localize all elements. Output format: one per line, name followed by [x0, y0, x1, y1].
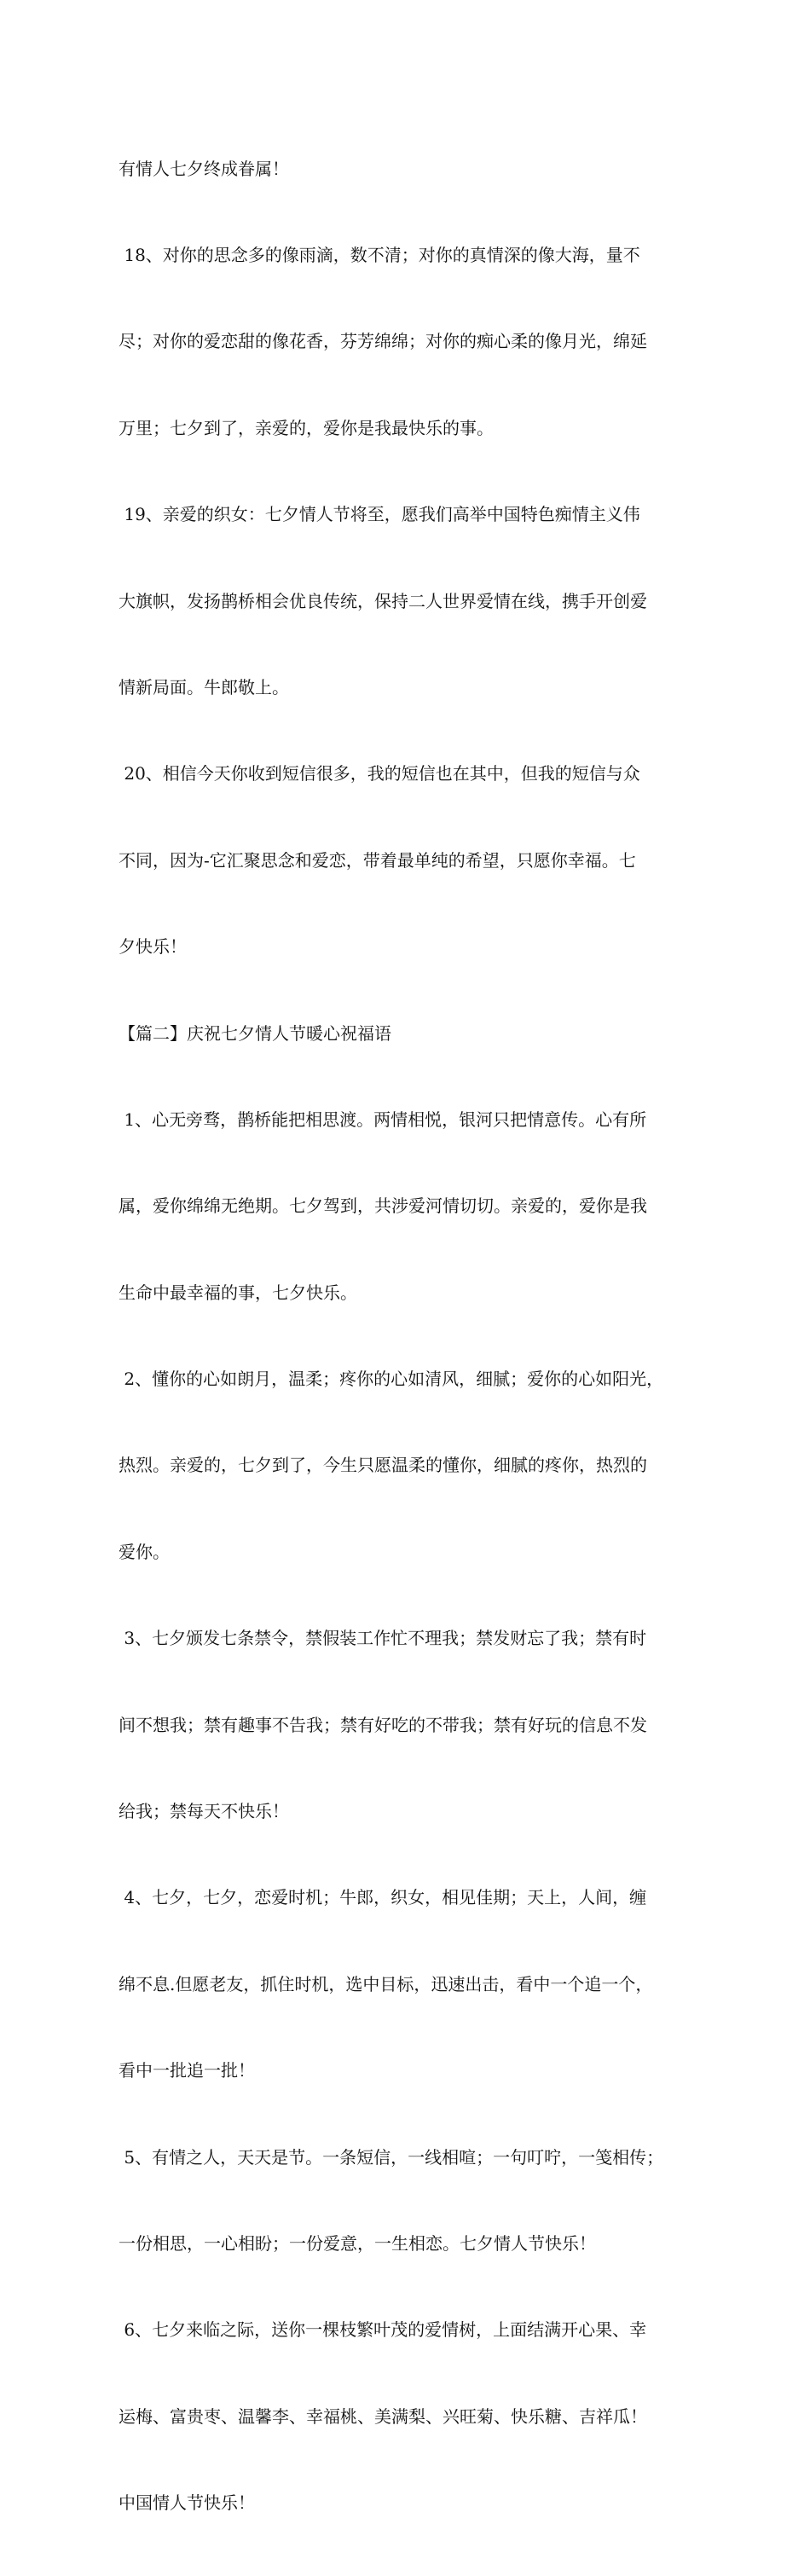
text-line: 情新局面。牛郎敬上。	[119, 676, 289, 698]
text-line: 间不想我；禁有趣事不告我；禁有好吃的不带我；禁有好玩的信息不发	[119, 1714, 647, 1735]
text-line: 20、相信今天你收到短信很多，我的短信也在其中，但我的短信与众	[119, 763, 640, 784]
text-line: 有情人七夕终成眷属！	[119, 158, 289, 179]
text-line: 爱你。	[119, 1541, 170, 1562]
text-line: 一份相思，一心相盼；一份爱意，一生相恋。七夕情人节快乐！	[119, 2232, 596, 2254]
text-line: 万里；七夕到了，亲爱的，爱你是我最快乐的事。	[119, 417, 494, 438]
text-line: 大旗帜，发扬鹊桥相会优良传统，保持二人世界爱情在线，携手开创爱	[119, 590, 647, 611]
text-line: 中国情人节快乐！	[119, 2492, 255, 2514]
text-line: 18、对你的思念多的像雨滴，数不清；对你的真情深的像大海，量不	[119, 244, 640, 265]
text-line: 绵不息.但愿老友，抓住时机，选中目标，迅速出击，看中一个追一个，	[119, 1973, 653, 1994]
section-heading: 【篇二】庆祝七夕情人节暖心祝福语	[119, 1022, 391, 1044]
text-line: 2、懂你的心如朗月，温柔；疼你的心如清风，细腻；爱你的心如阳光，	[119, 1369, 664, 1390]
text-line: 1、心无旁骛，鹊桥能把相思渡。两情相悦，银河只把情意传。心有所	[119, 1109, 647, 1130]
text-line: 给我；禁每天不快乐！	[119, 1801, 289, 1822]
text-line: 不同，因为-它汇聚思念和爱恋，带着最单纯的希望，只愿你幸福。七	[119, 849, 636, 871]
text-line: 夕快乐！	[119, 936, 187, 958]
text-line: 3、七夕颁发七条禁令，禁假装工作忙不理我；禁发财忘了我；禁有时	[119, 1628, 647, 1649]
text-line: 尽；对你的爱恋甜的像花香，芬芳绵绵；对你的痴心柔的像月光，绵延	[119, 331, 647, 352]
text-line: 5、有情之人，天天是节。一条短信，一线相喧；一句叮咛，一笺相传；	[119, 2146, 664, 2168]
text-line: 运梅、富贵枣、温馨李、幸福桃、美满梨、兴旺菊、快乐糖、吉祥瓜！	[119, 2405, 647, 2427]
text-line: 生命中最幸福的事，七夕快乐。	[119, 1282, 357, 1303]
text-line: 属，爱你绵绵无绝期。七夕驾到，共涉爱河情切切。亲爱的，爱你是我	[119, 1195, 647, 1217]
text-line: 19、亲爱的织女：七夕情人节将至，愿我们高举中国特色痴情主义伟	[119, 504, 640, 525]
document-body	[119, 97, 707, 2576]
text-line: 6、七夕来临之际，送你一棵枝繁叶茂的爱情树，上面结满开心果、幸	[119, 2319, 647, 2341]
text-line: 4、七夕，七夕，恋爱时机；牛郎，织女，相见佳期；天上，人间，缠	[119, 1887, 647, 1908]
text-line: 看中一批追一批！	[119, 2060, 255, 2081]
text-line: 热烈。亲爱的，七夕到了，今生只愿温柔的懂你，细腻的疼你，热烈的	[119, 1455, 647, 1476]
